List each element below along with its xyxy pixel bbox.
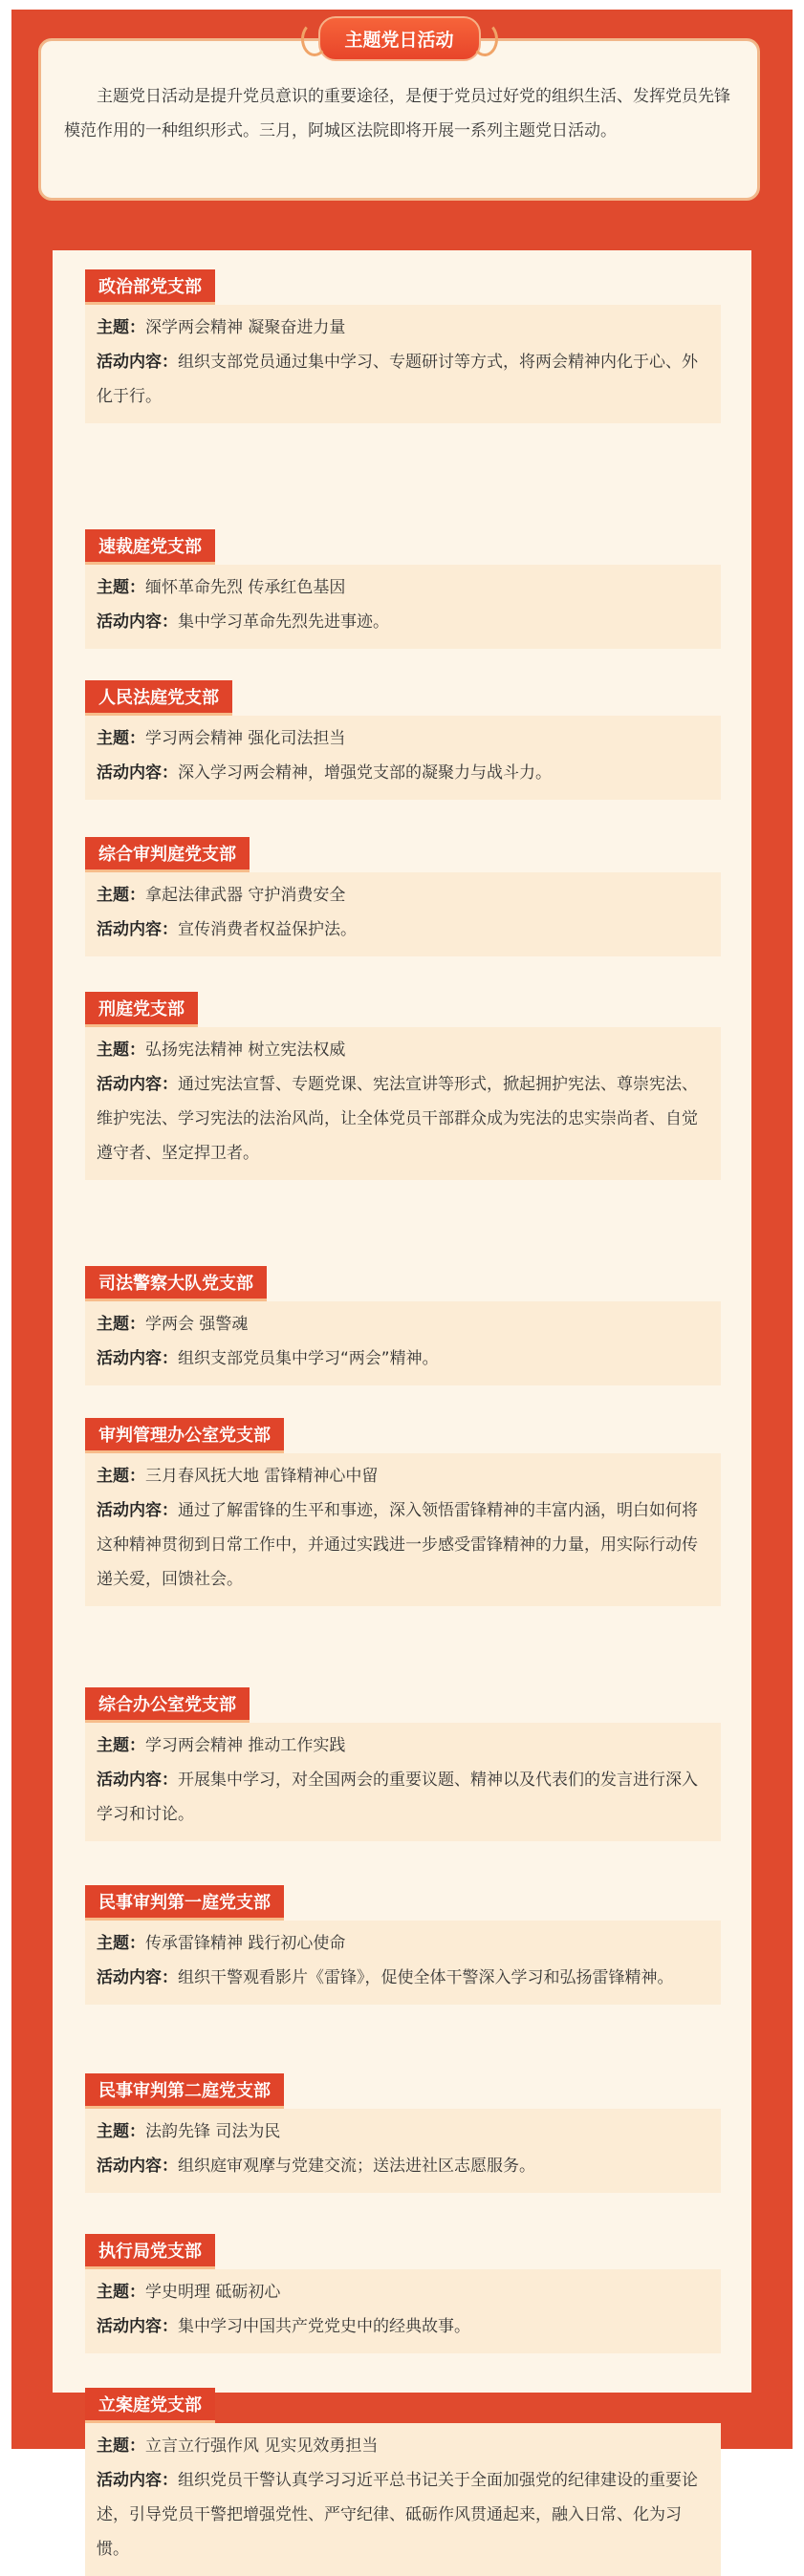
branch-name: 政治部党支部	[85, 269, 215, 305]
laurel-left-icon	[300, 22, 327, 56]
branch-body	[85, 1723, 721, 1841]
branch-content: 深入学习两会精神，增强党支部的凝聚力与战斗力。	[178, 763, 552, 783]
branch-theme: 缅怀革命先烈 传承红色基因	[145, 578, 346, 597]
branch-theme-line	[97, 2275, 709, 2309]
branch-theme: 三月春风抚大地 雷锋精神心中留	[145, 1467, 379, 1486]
branch-body	[85, 565, 721, 649]
branch-content: 集中学习革命先烈先进事迹。	[178, 612, 389, 632]
branch-content: 集中学习中国共产党党史中的经典故事。	[178, 2317, 470, 2336]
branch-name: 司法警察大队党支部	[85, 1266, 267, 1301]
theme-label: 主题：	[97, 2122, 145, 2141]
branch-name: 速裁庭党支部	[85, 529, 215, 565]
branch-name: 综合审判庭党支部	[85, 837, 250, 872]
theme-label: 主题：	[97, 1041, 145, 1060]
branch-content: 宣传消费者权益保护法。	[178, 920, 357, 939]
branch-theme-line	[97, 1728, 709, 1763]
branch-theme-line	[97, 311, 709, 345]
branch-body	[85, 2269, 721, 2353]
branch-theme-line	[97, 2429, 709, 2463]
intro-text: 主题党日活动是提升党员意识的重要途径，是便于党员过好党的组织生活、发挥党员先锋模范作用的一种组织形式。三月，阿城区法院即将开展一系列主题党日活动。	[64, 87, 730, 140]
branch-name: 民事审判第二庭党支部	[85, 2073, 284, 2109]
intro-title-badge	[317, 16, 480, 61]
branch-content: 开展集中学习，对全国两会的重要议题、精神以及代表们的发言进行深入学习和讨论。	[97, 1771, 698, 1824]
branch-section	[85, 1266, 721, 1385]
branch-content-line	[97, 1342, 709, 1376]
branch-body	[85, 1921, 721, 2005]
branch-content-line	[97, 1961, 709, 1995]
branch-section	[85, 529, 721, 649]
intro-card	[38, 30, 760, 201]
branch-theme: 学两会 强警魂	[145, 1315, 249, 1334]
branch-body	[85, 1453, 721, 1606]
branch-section	[85, 1885, 721, 2005]
branch-theme: 拿起法律武器 守护消费安全	[145, 886, 346, 905]
content-label: 活动内容：	[97, 1501, 178, 1520]
branch-theme-line	[97, 1033, 709, 1067]
branch-content-line	[97, 1493, 709, 1597]
branch-name: 立案庭党支部	[85, 2388, 215, 2423]
branch-body	[85, 716, 721, 800]
branch-content-line	[97, 912, 709, 947]
branch-theme-line	[97, 878, 709, 912]
theme-label: 主题：	[97, 578, 145, 597]
content-label: 活动内容：	[97, 1968, 178, 1987]
branch-content-line	[97, 756, 709, 790]
branch-section	[85, 1418, 721, 1606]
branch-section	[85, 1687, 721, 1841]
branch-body	[85, 2109, 721, 2193]
theme-label: 主题：	[97, 1467, 145, 1486]
theme-label: 主题：	[97, 2283, 145, 2302]
theme-label: 主题：	[97, 729, 145, 748]
branch-name: 执行局党支部	[85, 2234, 215, 2269]
intro-title: 主题党日活动	[344, 30, 454, 51]
branch-body	[85, 1301, 721, 1385]
branch-theme-line	[97, 1926, 709, 1961]
branch-theme: 传承雷锋精神 践行初心使命	[145, 1934, 346, 1953]
branch-theme-line	[97, 721, 709, 756]
branch-name: 刑庭党支部	[85, 992, 198, 1027]
content-label: 活动内容：	[97, 1349, 178, 1368]
branch-activities-panel	[53, 250, 751, 2559]
content-label: 活动内容：	[97, 763, 178, 783]
content-label: 活动内容：	[97, 1771, 178, 1790]
theme-label: 主题：	[97, 2436, 145, 2456]
branch-body	[85, 305, 721, 423]
branch-content-line	[97, 605, 709, 639]
branch-content: 组织支部党员集中学习“两会”精神。	[178, 1349, 439, 1368]
theme-label: 主题：	[97, 1315, 145, 1334]
branch-theme-line	[97, 1307, 709, 1342]
branch-name: 审判管理办公室党支部	[85, 1418, 284, 1453]
laurel-right-icon	[471, 22, 498, 56]
branch-body	[85, 2423, 721, 2576]
branch-theme: 弘扬宪法精神 树立宪法权威	[145, 1041, 346, 1060]
branch-body	[85, 872, 721, 956]
branch-theme: 学习两会精神 推动工作实践	[145, 1736, 346, 1755]
branch-theme: 立言立行强作风 见实见效勇担当	[145, 2436, 379, 2456]
theme-label: 主题：	[97, 318, 145, 337]
branch-name: 综合办公室党支部	[85, 1687, 250, 1723]
content-label: 活动内容：	[97, 353, 178, 372]
branch-theme: 学史明理 砥砺初心	[145, 2283, 281, 2302]
branch-content-line	[97, 345, 709, 414]
branch-theme-line	[97, 2114, 709, 2149]
branch-body	[85, 1027, 721, 1180]
branch-section	[85, 2234, 721, 2353]
content-label: 活动内容：	[97, 920, 178, 939]
content-label: 活动内容：	[97, 2317, 178, 2336]
branch-theme: 法韵先锋 司法为民	[145, 2122, 281, 2141]
branch-content: 通过宪法宣誓、专题党课、宪法宣讲等形式，掀起拥护宪法、尊崇宪法、维护宪法、学习宪法的法治风尚，让全体党员干部群众成为宪法的忠实崇尚者、自觉遵守者、坚定捍卫者。	[97, 1075, 698, 1163]
theme-label: 主题：	[97, 1934, 145, 1953]
content-label: 活动内容：	[97, 1075, 178, 1094]
branch-section	[85, 269, 721, 423]
branch-content-line	[97, 1067, 709, 1170]
theme-label: 主题：	[97, 1736, 145, 1755]
branch-content: 组织支部党员通过集中学习、专题研讨等方式，将两会精神内化于心、外化于行。	[97, 353, 698, 406]
content-label: 活动内容：	[97, 2157, 178, 2176]
content-label: 活动内容：	[97, 612, 178, 632]
branch-content-line	[97, 2309, 709, 2344]
branch-section	[85, 2388, 721, 2576]
branch-theme: 深学两会精神 凝聚奋进力量	[145, 318, 346, 337]
branch-section	[85, 837, 721, 956]
branch-section	[85, 2073, 721, 2193]
branch-theme: 学习两会精神 强化司法担当	[145, 729, 346, 748]
branch-section	[85, 992, 721, 1180]
branch-name: 人民法庭党支部	[85, 680, 232, 716]
branch-name: 民事审判第一庭党支部	[85, 1885, 284, 1921]
branch-content-line	[97, 2149, 709, 2183]
theme-label: 主题：	[97, 886, 145, 905]
branch-content: 组织党员干警认真学习习近平总书记关于全面加强党的纪律建设的重要论述，引导党员干警把增强党性、严守纪律、砥砺作风贯通起来，融入日常、化为习惯。	[97, 2471, 698, 2559]
content-label: 活动内容：	[97, 2471, 178, 2490]
branch-section	[85, 680, 721, 800]
branch-content: 组织庭审观摩与党建交流；送法进社区志愿服务。	[178, 2157, 535, 2176]
branch-content-line	[97, 2463, 709, 2566]
branch-content: 组织干警观看影片《雷锋》，促使全体干警深入学习和弘扬雷锋精神。	[178, 1968, 674, 1987]
branch-theme-line	[97, 1459, 709, 1493]
branch-content: 通过了解雷锋的生平和事迹，深入领悟雷锋精神的丰富内涵，明白如何将这种精神贯彻到日常工作中，并通过实践进一步感受雷锋精神的力量，用实际行动传递关爱，回馈社会。	[97, 1501, 698, 1589]
branch-content-line	[97, 1763, 709, 1832]
branch-theme-line	[97, 570, 709, 605]
